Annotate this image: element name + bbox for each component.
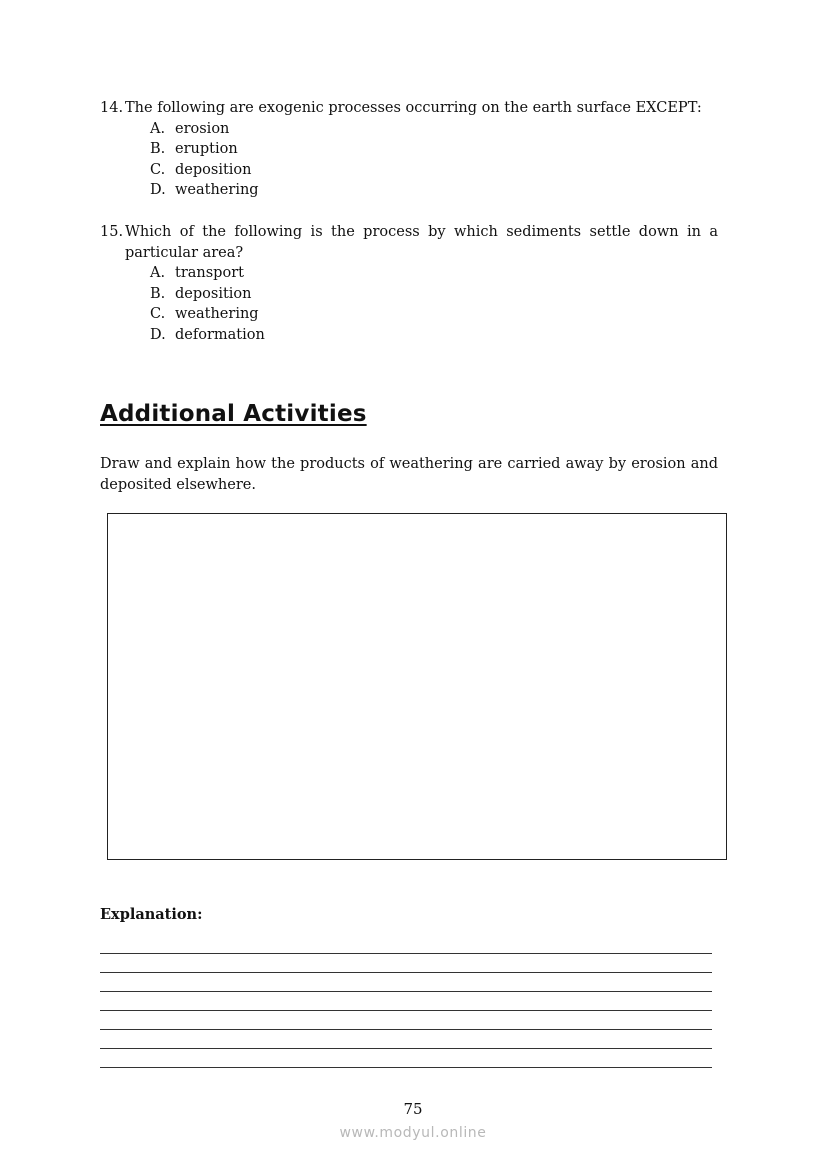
question-stem — [100, 222, 718, 263]
question-number: 14. — [100, 100, 124, 116]
answer-line[interactable] — [100, 1011, 712, 1030]
option-c — [100, 304, 718, 325]
answer-line[interactable] — [100, 954, 712, 973]
option-b — [100, 139, 718, 160]
option-letter: B. — [150, 285, 166, 302]
option-text: erosion — [175, 120, 230, 137]
question-15 — [100, 222, 718, 346]
explanation-label: Explanation: — [100, 906, 203, 923]
question-14 — [100, 98, 718, 201]
question-text: Which of the following is the process by which sediments settle down in a particular area? — [125, 224, 718, 261]
option-d — [100, 325, 718, 346]
option-letter: C. — [150, 161, 166, 178]
question-text: The following are exogenic processes occurring on the earth surface EXCEPT: — [125, 100, 702, 116]
question-stem — [100, 98, 718, 119]
option-c — [100, 160, 718, 181]
option-letter: D. — [150, 182, 166, 199]
option-text: deposition — [175, 161, 252, 178]
question-number: 15. — [100, 224, 124, 240]
option-text: deformation — [175, 326, 265, 343]
answer-line[interactable] — [100, 992, 712, 1011]
answer-line[interactable] — [100, 935, 712, 954]
answer-options — [100, 119, 718, 201]
answer-line[interactable] — [100, 1030, 712, 1049]
answer-line[interactable] — [100, 1049, 712, 1068]
option-b — [100, 284, 718, 305]
drawing-box[interactable] — [107, 513, 727, 860]
option-text: weathering — [175, 306, 259, 323]
option-d — [100, 180, 718, 201]
option-text: eruption — [175, 141, 238, 158]
answer-options — [100, 263, 718, 345]
option-letter: B. — [150, 141, 166, 158]
option-a — [100, 119, 718, 140]
option-text: transport — [175, 265, 244, 282]
answer-line[interactable] — [100, 973, 712, 992]
section-heading: Additional Activities — [100, 401, 367, 427]
explanation-lines[interactable] — [100, 935, 712, 1068]
option-text: deposition — [175, 285, 252, 302]
option-letter: A. — [150, 265, 166, 282]
option-letter: A. — [150, 120, 166, 137]
option-text: weathering — [175, 182, 259, 199]
option-letter: D. — [150, 326, 166, 343]
option-letter: C. — [150, 306, 166, 323]
activity-instruction: Draw and explain how the products of weathering are carried away by erosion and deposited elsewhere. — [100, 456, 718, 493]
option-a — [100, 263, 718, 284]
watermark: www.modyul.online — [339, 1125, 487, 1141]
page-number: 75 — [403, 1100, 423, 1118]
